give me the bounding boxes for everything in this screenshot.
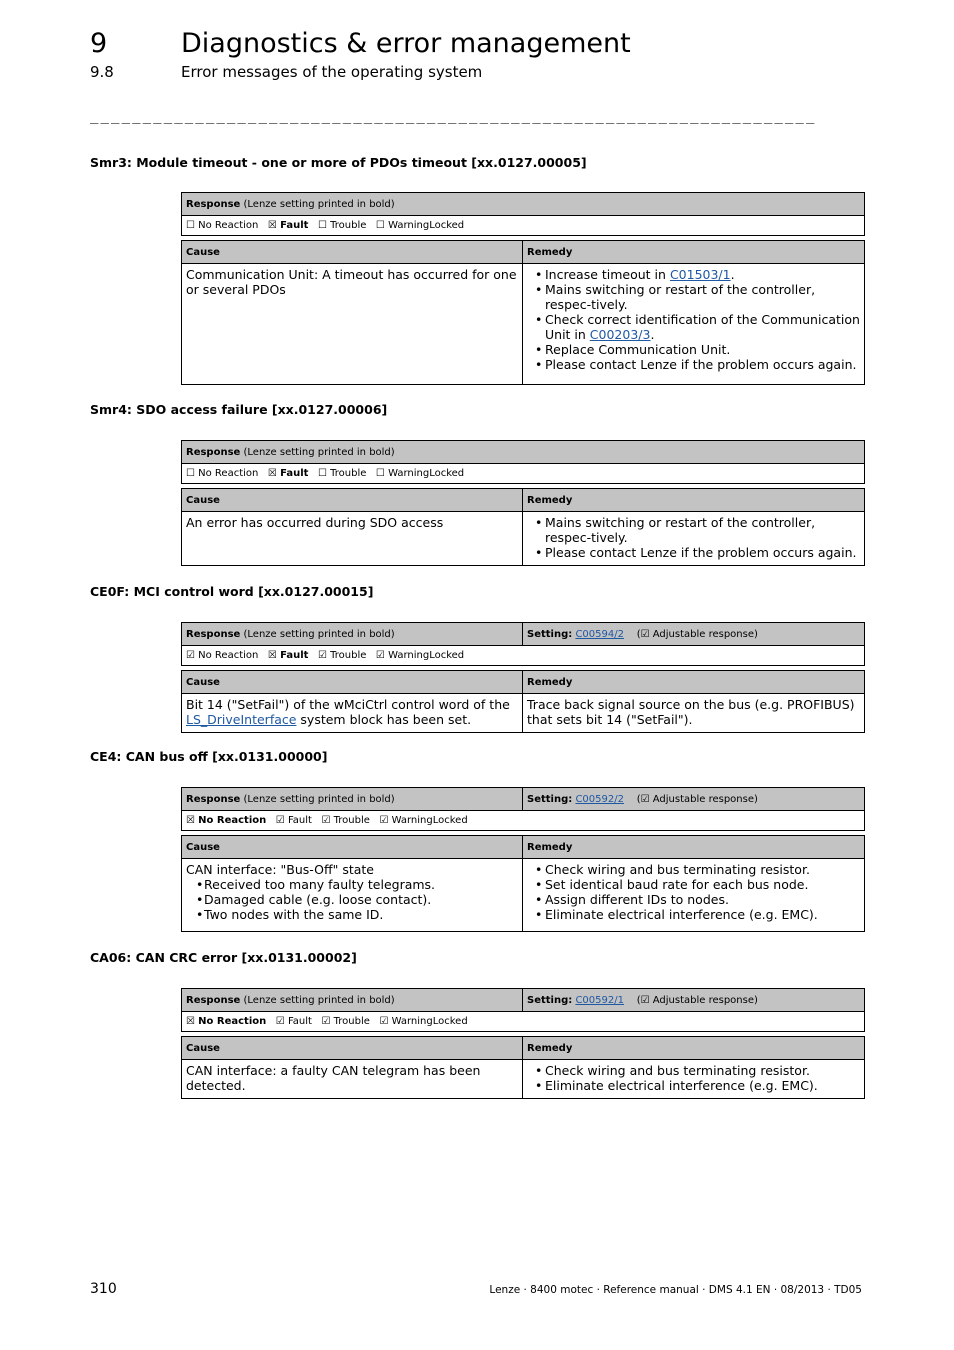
cause-header: Cause (182, 671, 523, 694)
error-title-ce0f: CE0F: MCI control word [xx.0127.00015] (90, 584, 374, 599)
cause-header: Cause (182, 1037, 523, 1060)
remedy-cell (523, 512, 865, 566)
remedy-item: • Eliminate electrical interference (e.g. EMC). (527, 907, 860, 922)
section-title: Error messages of the operating system (181, 63, 483, 81)
remedy-cell (523, 859, 865, 932)
response-option: ☑ WarningLocked (379, 815, 468, 826)
response-option: ☐ WarningLocked (375, 220, 465, 231)
cause-item: • Received too many faulty telegrams. (186, 877, 518, 892)
remedy-item: • Please contact Lenze if the problem occurs again. (527, 545, 860, 560)
remedy-header: Remedy (523, 241, 865, 264)
system-block-link[interactable]: LS_DriveInterface (186, 712, 297, 727)
remedy-item: • Check wiring and bus terminating resistor. (527, 862, 860, 877)
remedy-header: Remedy (523, 1037, 865, 1060)
cause-item: • Two nodes with the same ID. (186, 907, 518, 922)
remedy-item: • Mains switching or restart of the controller, respec-tively. (527, 282, 860, 312)
response-options (182, 646, 865, 666)
remedy-item: • Eliminate electrical interference (e.g. EMC). (527, 1078, 860, 1093)
remedy-item: • Set identical baud rate for each bus node. (527, 877, 860, 892)
chapter-title: Diagnostics & error management (181, 28, 631, 59)
response-option: ☑ Trouble (321, 1016, 370, 1027)
param-link-c00592-2[interactable]: C00592/2 (575, 793, 624, 805)
cause-header: Cause (182, 836, 523, 859)
response-option: ☒ No Reaction (186, 1016, 267, 1027)
response-option: ☐ Trouble (317, 468, 367, 479)
response-option: ☒ Fault (267, 650, 309, 661)
error-table-smr4 (181, 440, 865, 566)
header-divider: _____________________________________________________________________ (90, 108, 817, 124)
section-number: 9.8 (90, 63, 114, 81)
param-link-c00203-3[interactable]: C00203/3 (589, 327, 651, 342)
error-table-ce4 (181, 787, 865, 932)
response-header: Response (Lenze setting printed in bold) (182, 788, 523, 811)
response-option: ☑ Fault (275, 815, 312, 826)
response-option: ☐ No Reaction (186, 468, 259, 479)
error-table-smr3 (181, 192, 865, 385)
response-header: Response (Lenze setting printed in bold) (182, 193, 865, 216)
cause-cell: CAN interface: a faulty CAN telegram has been detected. (182, 1060, 523, 1099)
response-option: ☐ WarningLocked (375, 468, 465, 479)
response-option: ☑ No Reaction (186, 650, 259, 661)
remedy-item: • Please contact Lenze if the problem occurs again. (527, 357, 860, 372)
response-option: ☑ Trouble (317, 650, 367, 661)
response-options (182, 811, 865, 831)
error-table-ca06 (181, 988, 865, 1099)
error-title-ce4: CE4: CAN bus off [xx.0131.00000] (90, 749, 328, 764)
response-options (182, 216, 865, 236)
setting-header: Setting: C00592/2 (☑ Adjustable response) (523, 788, 865, 811)
response-option: ☒ Fault (267, 468, 309, 479)
cause-cell: CAN interface: "Bus-Off" state • Received too many faulty telegrams. • Damaged cable (e.g. loose contact). • Two nodes with the same ID. (182, 859, 523, 932)
page-number: 310 (90, 1281, 117, 1297)
param-link-c00592-1[interactable]: C00592/1 (575, 994, 624, 1006)
response-option: ☒ Fault (267, 220, 309, 231)
remedy-cell (523, 264, 865, 385)
remedy-cell (523, 1060, 865, 1099)
cause-cell: An error has occurred during SDO access (182, 512, 523, 566)
setting-header: Setting: C00592/1 (☑ Adjustable response) (523, 989, 865, 1012)
cause-header: Cause (182, 489, 523, 512)
response-option: ☒ No Reaction (186, 815, 267, 826)
response-option: ☑ Trouble (321, 815, 370, 826)
remedy-header: Remedy (523, 489, 865, 512)
chapter-number: 9 (90, 28, 108, 59)
error-title-smr4: Smr4: SDO access failure [xx.0127.00006] (90, 402, 388, 417)
remedy-item: • Assign different IDs to nodes. (527, 892, 860, 907)
response-header: Response (Lenze setting printed in bold) (182, 441, 865, 464)
remedy-item: • Check wiring and bus terminating resistor. (527, 1063, 860, 1078)
response-option: ☑ Fault (275, 1016, 312, 1027)
param-link-c00594-2[interactable]: C00594/2 (575, 628, 624, 640)
response-header: Response (Lenze setting printed in bold) (182, 623, 523, 646)
remedy-header: Remedy (523, 836, 865, 859)
remedy-cell: Trace back signal source on the bus (e.g. PROFIBUS) that sets bit 14 ("SetFail"). (523, 694, 865, 733)
cause-header: Cause (182, 241, 523, 264)
setting-header: Setting: C00594/2 (☑ Adjustable response) (523, 623, 865, 646)
response-option: ☐ Trouble (317, 220, 367, 231)
remedy-item: • Increase timeout in C01503/1. (527, 267, 860, 282)
param-link-c01503-1[interactable]: C01503/1 (669, 267, 731, 282)
remedy-item: • Check correct identification of the Communication Unit in C00203/3. (527, 312, 860, 342)
error-title-ca06: CA06: CAN CRC error [xx.0131.00002] (90, 950, 357, 965)
remedy-header: Remedy (523, 671, 865, 694)
cause-item: • Damaged cable (e.g. loose contact). (186, 892, 518, 907)
error-title-smr3: Smr3: Module timeout - one or more of PDOs timeout [xx.0127.00005] (90, 155, 587, 170)
response-option: ☑ WarningLocked (379, 1016, 468, 1027)
error-table-ce0f (181, 622, 865, 733)
response-option: ☐ No Reaction (186, 220, 259, 231)
response-options (182, 1012, 865, 1032)
cause-cell: Bit 14 ("SetFail") of the wMciCtrl control word of the LS_DriveInterface system block has been set. (182, 694, 523, 733)
remedy-item: • Replace Communication Unit. (527, 342, 860, 357)
cause-cell: Communication Unit: A timeout has occurred for one or several PDOs (182, 264, 523, 385)
response-option: ☑ WarningLocked (375, 650, 465, 661)
response-header: Response (Lenze setting printed in bold) (182, 989, 523, 1012)
remedy-item: • Mains switching or restart of the controller, respec-tively. (527, 515, 860, 545)
footer-document-info: Lenze · 8400 motec · Reference manual · DMS 4.1 EN · 08/2013 · TD05 (489, 1284, 862, 1296)
response-options (182, 464, 865, 484)
